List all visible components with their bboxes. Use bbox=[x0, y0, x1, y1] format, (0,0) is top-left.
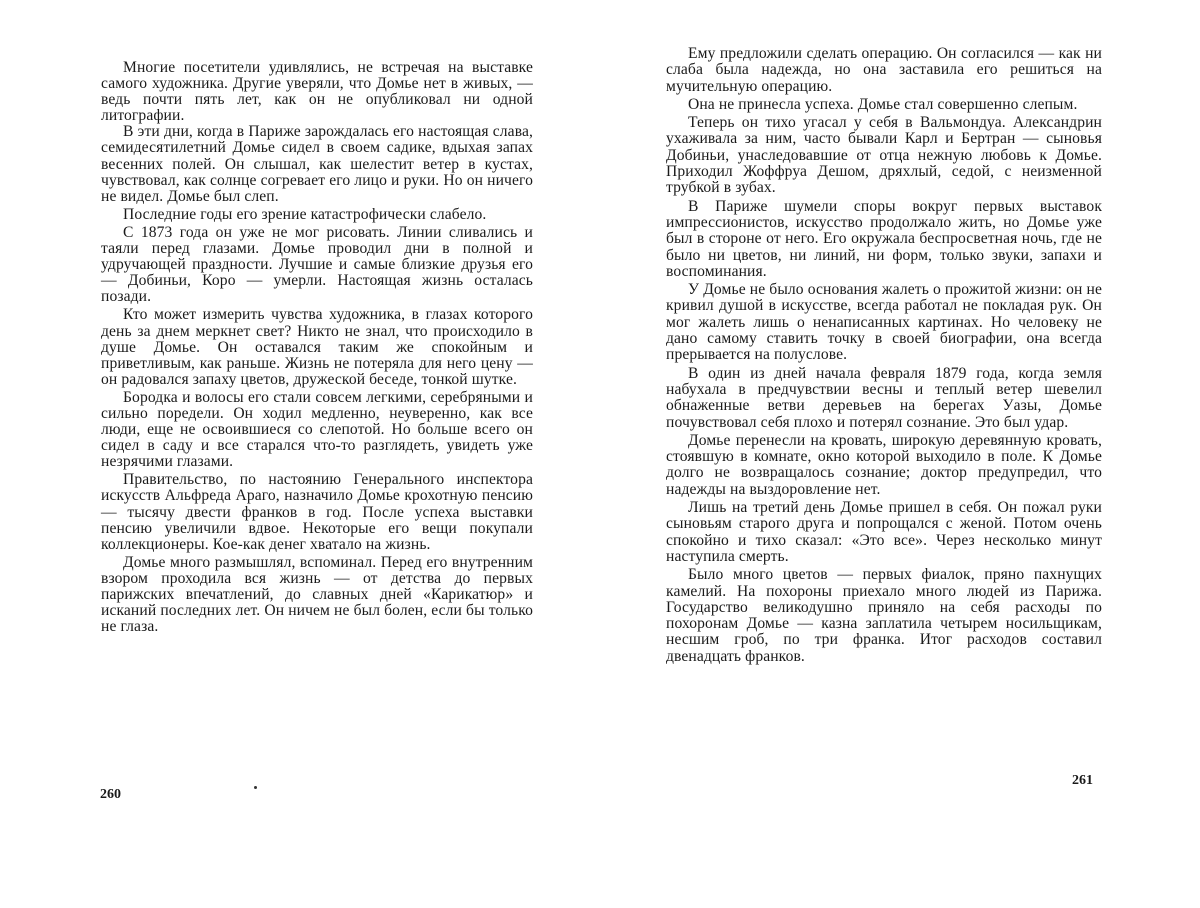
left-paragraph-2: В эти дни, когда в Париже зарождалась его настоящая слава, семидесятилетний Домье сидел в своем садике, вдыхая запах весенних полей. Он слышал, как шелестит ветер в кустах, чувствовал, как солнце согревает его лицо и руки. Но он ничего не видел. Домье был слеп. bbox=[101, 124, 533, 204]
left-page-text bbox=[101, 60, 533, 637]
right-paragraph-7: Домье перенесли на кровать, широкую деревянную кровать, стоявшую в комнате, окно которой выходило в поле. К Домье долго не возвращалось сознание; доктор предупредил, что надежды на выздоровление нет. bbox=[666, 433, 1102, 498]
right-paragraph-3: Теперь он тихо угасал у себя в Вальмондуа. Александрин ухаживала за ним, часто бывали Карл и Бертран — сыновья Добиньи, унаследовавшие от отца нежную любовь к Домье. Приходил Жоффруа Дешом, дряхлый, седой, с неизменной трубкой в зубах. bbox=[666, 115, 1102, 196]
right-paragraph-5: У Домье не было основания жалеть о прожитой жизни: он не кривил душой в искусстве, всегда работал не покладая рук. Он мог жалеть лишь о ненаписанных картинах. Но человеку не дано самому ставить точку в своей биографии, она всегда прерывается на полуслове. bbox=[666, 282, 1102, 363]
right-paragraph-1: Ему предложили сделать операцию. Он согласился — как ни слаба была надежда, но она заставила его решиться на мучительную операцию. bbox=[666, 46, 1102, 95]
right-paragraph-2: Она не принесла успеха. Домье стал совершенно слепым. bbox=[666, 97, 1102, 113]
book-spread bbox=[0, 0, 1200, 908]
right-page-text bbox=[666, 46, 1102, 667]
left-paragraph-8: Домье много размышлял, вспоминал. Перед его внутренним взором проходила вся жизнь — от детства до первых парижских впечатлений, до славных дней «Карикатюр» и исканий последних лет. Он ничем не был болен, если бы только не глаза. bbox=[101, 555, 533, 635]
right-paragraph-8: Лишь на третий день Домье пришел в себя. Он пожал руки сыновьям старого друга и попрощался с женой. Потом очень спокойно и тихо сказал: «Это все». Через несколько минут наступила смерть. bbox=[666, 500, 1102, 565]
left-paragraph-4: С 1873 года он уже не мог рисовать. Линии сливались и таяли перед глазами. Домье проводил дни в полной и удручающей праздности. Лучшие и самые близкие друзья его — Добиньи, Коро — умерли. Настоящая жизнь осталась позади. bbox=[101, 225, 533, 305]
right-paragraph-4: В Париже шумели споры вокруг первых выставок импрессионистов, искусство продолжало жить, но Домье уже был в стороне от него. Его окружала беспросветная ночь, где не было ни цветов, ни линий, ни форм, только звуки, запахи и воспоминания. bbox=[666, 199, 1102, 280]
page-number-left: 260 bbox=[100, 787, 121, 803]
page-number-right: 261 bbox=[1072, 773, 1093, 789]
left-page bbox=[0, 0, 600, 908]
left-paragraph-7: Правительство, по настоянию Генерального инспектора искусств Альфреда Араго, назначило Домье крохотную пенсию — тысячу двести франков в год. После успеха выставки пенсию увеличили вдвое. Некоторые его вещи покупали коллекционеры. Кое-как денег хватало на жизнь. bbox=[101, 472, 533, 552]
left-paragraph-3: Последние годы его зрение катастрофически слабело. bbox=[101, 207, 533, 223]
left-paragraph-6: Бородка и волосы его стали совсем легкими, серебряными и сильно поредели. Он ходил медленно, неуверенно, как все люди, еще не освоившиеся со слепотой. Но больше всего он сидел в саду и все старался что-то разглядеть, увидеть уже незрячими глазами. bbox=[101, 390, 533, 470]
left-paragraph-1: Многие посетители удивлялись, не встречая на выставке самого художника. Другие уверяли, что Домье нет в живых, — ведь почти пять лет, как он не опубликовал ни одной литографии. bbox=[101, 60, 533, 124]
right-page bbox=[600, 0, 1200, 908]
right-paragraph-9: Было много цветов — первых фиалок, пряно пахнущих камелий. На похороны приехало много людей из Парижа. Государство великодушно приняло на себя расходы по похоронам Домье — казна заплатила четырем носильщикам, несшим гроб, по три франка. Итог расходов составил двенадцать франков. bbox=[666, 567, 1102, 665]
right-paragraph-6: В один из дней начала февраля 1879 года, когда земля набухала в предчувствии весны и теплый ветер шевелил обнаженные ветви деревьев на берегах Уазы, Домье почувствовал себя плохо и потерял сознание. Это был удар. bbox=[666, 366, 1102, 431]
left-paragraph-5: Кто может измерить чувства художника, в глазах которого день за днем меркнет свет? Никто не знал, что происходило в душе Домье. Он оставался таким же спокойным и приветливым, как раньше. Жизнь не потеряла для него цену — он радовался запаху цветов, дружеской беседе, тонкой шутке. bbox=[101, 307, 533, 387]
print-speck bbox=[254, 786, 257, 789]
